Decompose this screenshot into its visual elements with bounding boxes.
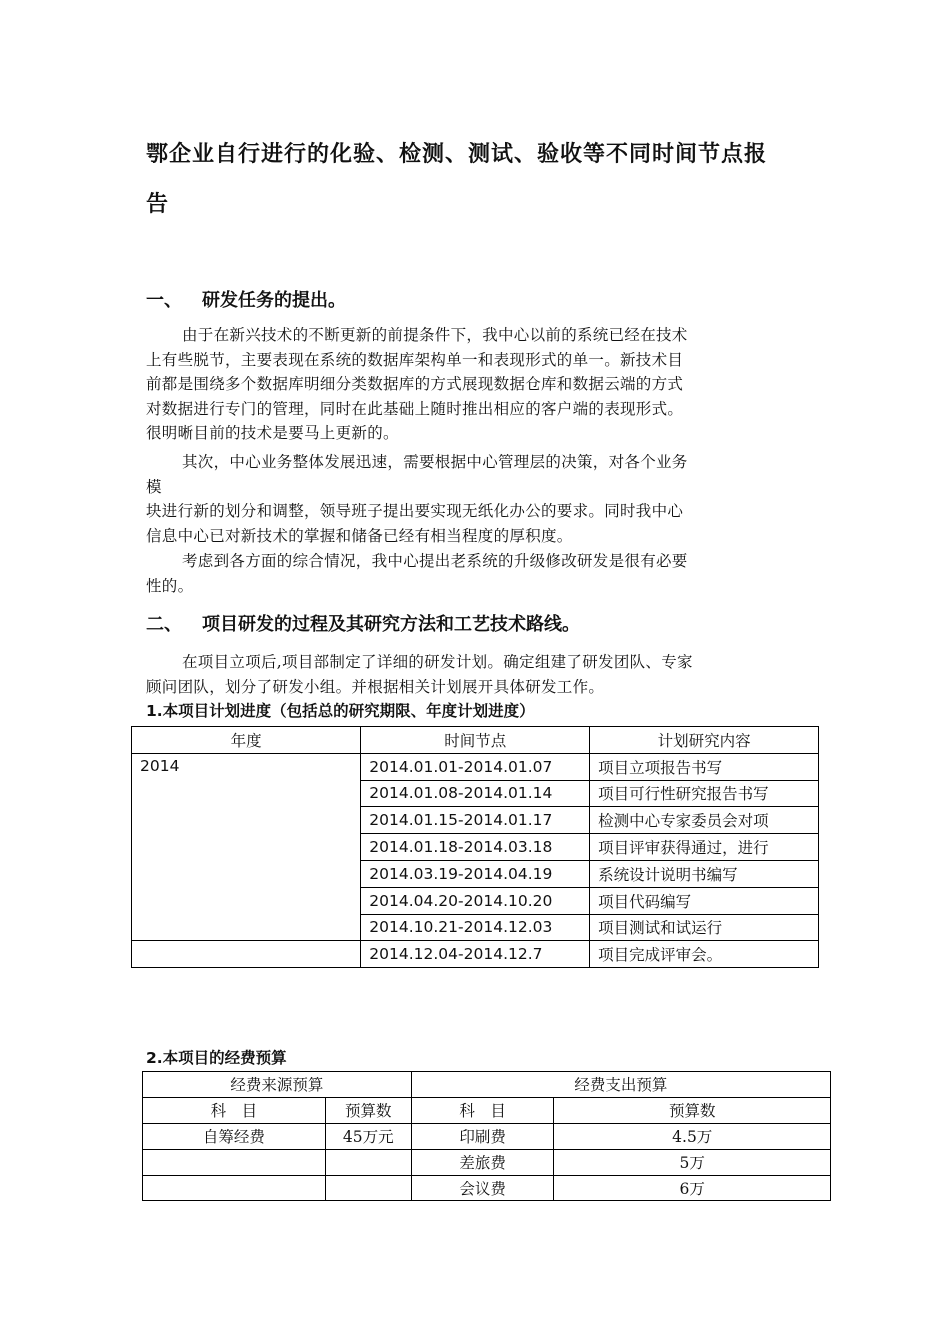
- text-line: 上有些脱节，主要表现在系统的数据库架构单一和表现形式的单一。新技术目: [146, 350, 684, 369]
- expense-amount-cell: 4.5万: [554, 1123, 831, 1149]
- text-line: 对数据进行专门的管理，同时在此基础上随时推出相应的客户端的表现形式。: [146, 399, 684, 418]
- budget-table: [142, 1071, 831, 1201]
- text-line: 其次，中心业务整体发展迅速，需要根据中心管理层的决策，对各个业务: [182, 453, 688, 471]
- table-header-row: [132, 727, 819, 754]
- period-cell: 2014.01.18-2014.03.18: [361, 834, 590, 861]
- section-1-heading: [146, 289, 346, 313]
- header-period: 时间节点: [361, 727, 590, 754]
- section-1-paragraph-2: [146, 450, 810, 548]
- period-cell: 2014.04.20-2014.10.20: [361, 887, 590, 914]
- content-cell: 项目评审获得通过，进行: [590, 834, 819, 861]
- expense-subject-cell: 会议费: [411, 1175, 554, 1201]
- schedule-heading: 1.本项目计划进度（包括总的研究期限、年度计划进度）: [146, 702, 535, 720]
- content-cell: 项目代码编写: [590, 887, 819, 914]
- header-amount-2: 预算数: [554, 1097, 831, 1123]
- section-1-title: 研发任务的提出。: [202, 290, 346, 311]
- expense-amount-cell: 5万: [554, 1149, 831, 1175]
- text-line: 模: [146, 477, 162, 496]
- period-cell: 2014.12.04-2014.12.7: [361, 941, 590, 968]
- section-1-number: 一、: [146, 290, 182, 311]
- period-cell: 2014.10.21-2014.12.03: [361, 914, 590, 941]
- period-cell: 2014.01.08-2014.01.14: [361, 780, 590, 807]
- source-amount-cell: 45万元: [325, 1123, 411, 1149]
- expense-subject-cell: 差旅费: [411, 1149, 554, 1175]
- source-subject-cell: 自筹经费: [143, 1123, 326, 1149]
- group-source: 经费来源预算: [143, 1072, 412, 1098]
- table-row: [143, 1123, 831, 1149]
- year-cell-empty: [132, 941, 361, 968]
- section-2-number: 二、: [146, 614, 182, 635]
- source-amount-cell: [325, 1149, 411, 1175]
- table-row: [132, 753, 819, 780]
- section-2-title: 项目研发的过程及其研究方法和工艺技术路线。: [202, 614, 580, 635]
- header-content: 计划研究内容: [590, 727, 819, 754]
- source-subject-cell: [143, 1149, 326, 1175]
- budget-header-row: [143, 1097, 831, 1123]
- period-cell: 2014.03.19-2014.04.19: [361, 860, 590, 887]
- page-title: [146, 130, 826, 230]
- schedule-table: [131, 726, 819, 968]
- header-subject: 科 目: [143, 1097, 326, 1123]
- section-1-paragraph-1: [146, 323, 810, 446]
- text-line: 顾问团队，划分了研发小组。并根据相关计划展开具体研发工作。: [146, 677, 605, 696]
- text-line: 前都是围绕多个数据库明细分类数据库的方式展现数据仓库和数据云端的方式: [146, 375, 684, 393]
- content-cell: 系统设计说明书编写: [590, 860, 819, 887]
- text-line: 块进行新的划分和调整，领导班子提出要实现无纸化办公的要求。同时我中心: [146, 502, 684, 520]
- period-cell: 2014.01.01-2014.01.07: [361, 753, 590, 780]
- year-cell: 2014: [132, 753, 361, 941]
- group-expense: 经费支出预算: [411, 1072, 830, 1098]
- content-cell: 项目可行性研究报告书写: [590, 780, 819, 807]
- section-1-paragraph-3: [146, 549, 810, 598]
- source-amount-cell: [325, 1175, 411, 1201]
- text-line: 考虑到各方面的综合情况，我中心提出老系统的升级修改研发是很有必要: [182, 552, 688, 570]
- expense-amount-cell: 6万: [554, 1175, 831, 1201]
- content-cell: 项目测试和试运行: [590, 914, 819, 941]
- text-line: 由于在新兴技术的不断更新的前提条件下，我中心以前的系统已经在技术: [182, 326, 688, 344]
- header-year: 年度: [132, 727, 361, 754]
- page-title-line-1: 鄂企业自行进行的化验、检测、测试、验收等不同时间节点报: [146, 142, 768, 167]
- header-amount: 预算数: [325, 1097, 411, 1123]
- table-row: [132, 941, 819, 968]
- text-line: 很明晰目前的技术是要马上更新的。: [146, 424, 399, 442]
- budget-group-row: [143, 1072, 831, 1098]
- source-subject-cell: [143, 1175, 326, 1201]
- content-cell: 项目立项报告书写: [590, 753, 819, 780]
- content-cell: 项目完成评审会。: [590, 941, 819, 968]
- table-row: [143, 1149, 831, 1175]
- page-title-line-2: 告: [146, 192, 170, 217]
- header-subject-2: 科 目: [411, 1097, 554, 1123]
- expense-subject-cell: 印刷费: [411, 1123, 554, 1149]
- period-cell: 2014.01.15-2014.01.17: [361, 807, 590, 834]
- text-line: 信息中心已对新技术的掌握和储备已经有相当程度的厚积度。: [146, 526, 573, 545]
- content-cell: 检测中心专家委员会对项: [590, 807, 819, 834]
- text-line: 性的。: [146, 576, 194, 595]
- text-line: 在项目立项后,项目部制定了详细的研发计划。确定组建了研发团队、专家: [182, 653, 693, 671]
- section-2-heading: [146, 613, 580, 637]
- section-2-paragraph-1: [146, 650, 810, 699]
- table-row: [143, 1175, 831, 1201]
- budget-heading: 2.本项目的经费预算: [146, 1049, 287, 1067]
